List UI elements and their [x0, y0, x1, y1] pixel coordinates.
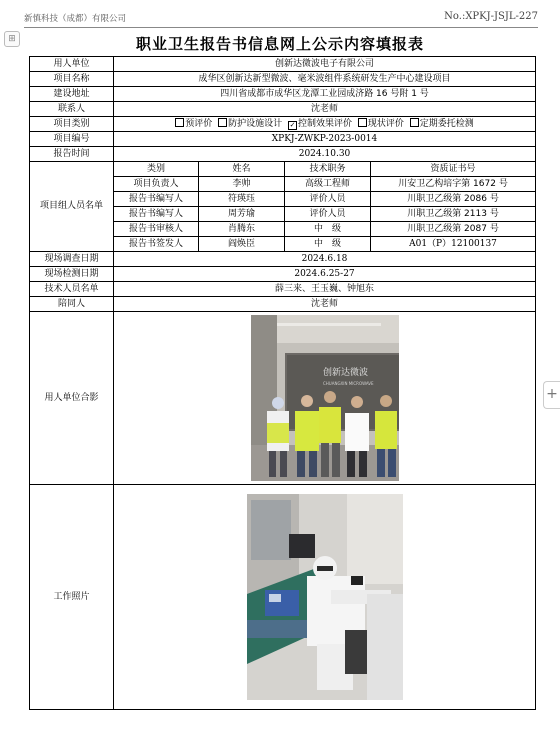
team-col-name: 姓名: [199, 162, 285, 177]
team-member-certificate: 川职卫乙级第 2113 号: [371, 207, 536, 222]
checkbox[interactable]: [358, 118, 367, 127]
row-employer: [30, 57, 536, 72]
label-test-date: 现场检测日期: [30, 267, 114, 282]
row-group-photo: [30, 312, 536, 485]
team-member-name: 肖腾东: [199, 222, 285, 237]
option-periodic-testing[interactable]: [410, 119, 474, 129]
checkbox[interactable]: [175, 118, 184, 127]
label-escort: 陪同人: [30, 297, 114, 312]
team-role: 报告书编写人: [114, 192, 199, 207]
option-protection-design[interactable]: [218, 119, 282, 129]
company-name: 新慎科技（成都）有限公司: [24, 14, 127, 24]
checkbox-checked[interactable]: ✓: [289, 120, 296, 129]
value-contact: 沈老师: [114, 102, 536, 117]
group-photo-cell: [114, 312, 536, 485]
value-project-name: 成华区创新达新型微波、毫米波组件系统研发生产中心建设项目: [114, 72, 536, 87]
add-page-icon[interactable]: +: [543, 381, 560, 409]
work-photo: [247, 494, 403, 700]
checkbox[interactable]: [218, 118, 227, 127]
option-label: 防护设施设计: [228, 118, 283, 129]
value-project-no: XPKJ-ZWKP-2023-0014: [114, 132, 536, 147]
row-address: [30, 87, 536, 102]
team-role: 报告书审核人: [114, 222, 199, 237]
label-survey-date: 现场调查日期: [30, 252, 114, 267]
value-escort: 沈老师: [114, 297, 536, 312]
label-group-photo: 用人单位合影: [30, 312, 114, 485]
team-col-certificate: 资质证书号: [371, 162, 536, 177]
option-label: 控制效果评价: [298, 118, 353, 129]
label-work-photo: 工作照片: [30, 485, 114, 710]
team-role: 项目负责人: [114, 177, 199, 192]
label-technicians: 技术人员名单: [30, 282, 114, 297]
row-report-date: [30, 147, 536, 162]
team-member-certificate: 川职卫乙级第 2086 号: [371, 192, 536, 207]
team-member-name: 李帅: [199, 177, 285, 192]
team-member-name: 阎焕臣: [199, 237, 285, 252]
row-project-no: [30, 132, 536, 147]
team-col-title: 技术职务: [285, 162, 371, 177]
row-test-date: [30, 267, 536, 282]
option-label: 定期委托检测: [419, 118, 474, 129]
option-status-evaluation[interactable]: [358, 119, 404, 129]
disclosure-form-table: [29, 56, 536, 710]
row-category: [30, 117, 536, 132]
team-member-title: 评价人员: [285, 192, 371, 207]
label-team: 项目组人员名单: [30, 162, 114, 252]
row-contact: [30, 102, 536, 117]
group-photo-image: [251, 315, 399, 481]
team-member-title: 中 级: [285, 237, 371, 252]
row-work-photo: [30, 485, 536, 710]
team-member-name: 周芳瑜: [199, 207, 285, 222]
team-member-certificate: A01（P）12100137: [371, 237, 536, 252]
label-report-date: 报告时间: [30, 147, 114, 162]
team-role: 报告书签发人: [114, 237, 199, 252]
label-contact: 联系人: [30, 102, 114, 117]
team-col-category: 类别: [114, 162, 199, 177]
group-photo: [251, 315, 399, 481]
value-technicians: 薛三来、王玉巍、钟旭东: [114, 282, 536, 297]
value-employer: 创新达微波电子有限公司: [114, 57, 536, 72]
header-divider: [24, 27, 538, 28]
sign-text: 创新达微波: [322, 368, 368, 378]
category-options: [114, 117, 536, 132]
option-pre-evaluation[interactable]: [175, 119, 212, 129]
option-label: 预评价: [185, 118, 213, 129]
label-address: 建设地址: [30, 87, 114, 102]
row-project-name: [30, 72, 536, 87]
label-project-name: 项目名称: [30, 72, 114, 87]
value-address: 四川省成都市成华区龙潭工业园成济路 16 号附 1 号: [114, 87, 536, 102]
document-number: No.:XPKJ-JSJL-227: [444, 11, 538, 22]
work-photo-cell: [114, 485, 536, 710]
work-photo-image: [247, 494, 403, 700]
row-survey-date: [30, 252, 536, 267]
value-survey-date: 2024.6.18: [114, 252, 536, 267]
option-control-effect[interactable]: [288, 119, 352, 129]
team-member-certificate: 川职卫乙级第 2087 号: [371, 222, 536, 237]
team-member-name: 符瑛珏: [199, 192, 285, 207]
page-outline-icon[interactable]: ⊞: [4, 31, 20, 47]
form-title: 职业卫生报告书信息网上公示内容填报表: [135, 35, 424, 53]
team-role: 报告书编写人: [114, 207, 199, 222]
label-project-no: 项目编号: [30, 132, 114, 147]
option-label: 现状评价: [367, 118, 404, 129]
team-member-title: 高级工程师: [285, 177, 371, 192]
team-header-row: [30, 162, 536, 177]
label-employer: 用人单位: [30, 57, 114, 72]
row-escort: [30, 297, 536, 312]
checkbox[interactable]: [410, 118, 419, 127]
team-member-title: 评价人员: [285, 207, 371, 222]
value-test-date: 2024.6.25-27: [114, 267, 536, 282]
team-member-title: 中 级: [285, 222, 371, 237]
value-report-date: 2024.10.30: [114, 147, 536, 162]
team-member-certificate: 川安卫乙构培字第 1672 号: [371, 177, 536, 192]
label-category: 项目类别: [30, 117, 114, 132]
row-technicians: [30, 282, 536, 297]
sign-subtext: CHUANGXIN MICROWAVE: [322, 381, 374, 386]
